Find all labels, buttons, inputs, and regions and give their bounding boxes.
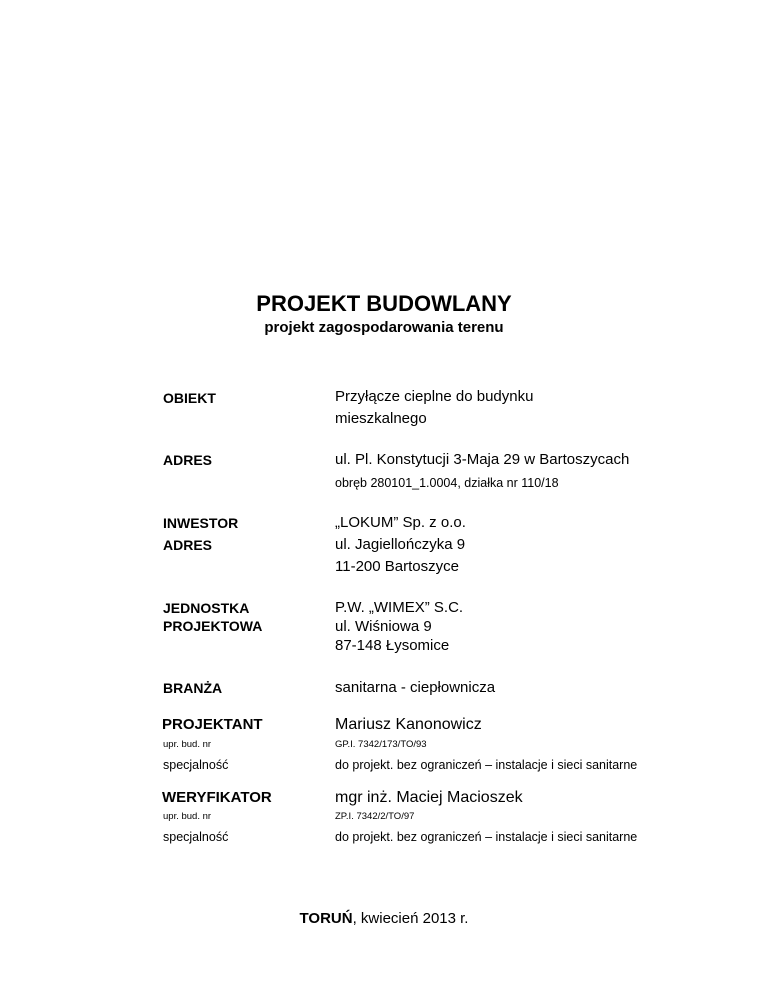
weryfikator-spec-value: do projekt. bez ograniczeń – instalacje i sieci sanitarne <box>335 830 638 844</box>
inwestor-street: ul. Jagiellończyka 9 <box>335 536 466 553</box>
inwestor-adres-label: ADRES <box>163 537 213 553</box>
page-subtitle: projekt zagospodarowania terenu <box>264 319 504 336</box>
footer-city: TORUŃ <box>299 910 353 927</box>
jednostka-label-line2: PROJEKTOWA <box>163 618 263 634</box>
branza-value: sanitarna - ciepłownicza <box>335 679 496 696</box>
projektant-spec-value: do projekt. bez ograniczeń – instalacje i sieci sanitarne <box>335 758 638 772</box>
projektant-upr-value: GP.I. 7342/173/TO/93 <box>335 739 427 750</box>
jednostka-label-line1: JEDNOSTKA <box>163 600 250 616</box>
inwestor-name: „LOKUM” Sp. z o.o. <box>335 514 466 531</box>
weryfikator-upr-value: ZP.I. 7342/2/TO/97 <box>335 811 415 822</box>
projektant-label: PROJEKTANT <box>162 716 263 733</box>
footer-place-date <box>0 909 768 929</box>
adres-value-line1: ul. Pl. Konstytucji 3-Maja 29 w Bartoszycach <box>335 451 630 468</box>
weryfikator-upr-label: upr. bud. nr <box>163 811 212 822</box>
projektant-spec-label: specjalność <box>163 758 229 772</box>
weryfikator-spec-label: specjalność <box>163 830 229 844</box>
jednostka-name: P.W. „WIMEX” S.C. <box>335 599 464 616</box>
projektant-upr-label: upr. bud. nr <box>163 739 212 750</box>
obiekt-value-line2: mieszkalnego <box>335 410 427 427</box>
projektant-name: Mariusz Kanonowicz <box>335 716 482 733</box>
obiekt-value-line1: Przyłącze cieplne do budynku <box>335 388 534 405</box>
obiekt-label: OBIEKT <box>163 390 216 406</box>
jednostka-street: ul. Wiśniowa 9 <box>335 618 432 635</box>
branza-label: BRANŻA <box>163 680 223 696</box>
inwestor-city: 11-200 Bartoszyce <box>335 558 459 575</box>
page-title: PROJEKT BUDOWLANY <box>256 291 512 316</box>
adres-value-line2: obręb 280101_1.0004, działka nr 110/18 <box>335 476 559 490</box>
weryfikator-name: mgr inż. Maciej Macioszek <box>335 789 523 806</box>
adres-label: ADRES <box>163 452 213 468</box>
inwestor-label: INWESTOR <box>163 515 239 531</box>
jednostka-city: 87-148 Łysomice <box>335 637 450 654</box>
footer-date: , kwiecień 2013 r. <box>352 910 469 927</box>
weryfikator-label: WERYFIKATOR <box>162 789 272 806</box>
